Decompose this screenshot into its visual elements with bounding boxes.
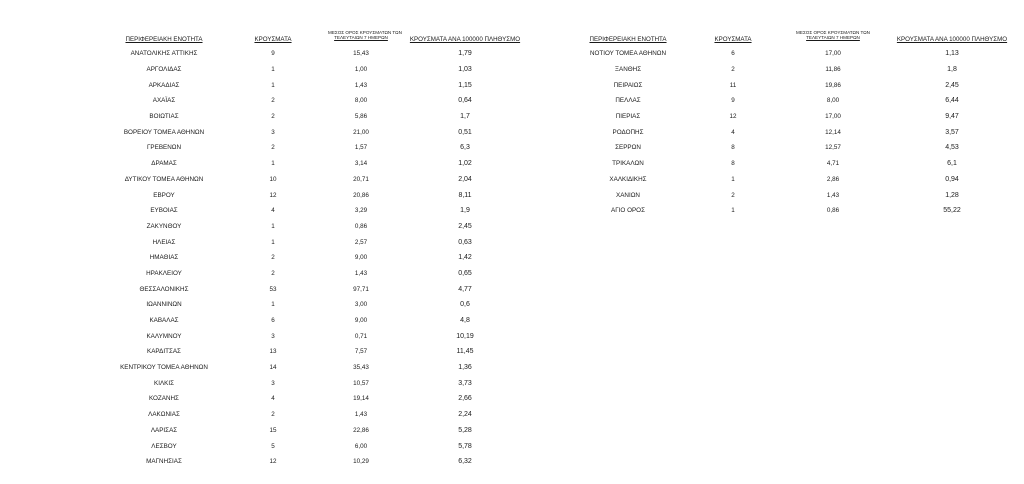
cell-region: ΛΑΚΩΝΙΑΣ — [148, 411, 180, 419]
cell-cases: 1 — [271, 160, 275, 168]
cell-avg-7days: 2,86 — [826, 175, 840, 183]
cell-region: ΧΑΝΙΩΝ — [616, 191, 640, 199]
cell-cases: 2 — [271, 254, 275, 262]
cell-per100k: 1,13 — [945, 50, 959, 58]
cell-per100k: 2,04 — [458, 175, 472, 183]
cell-per100k: 0,63 — [458, 238, 472, 246]
cell-region: ΗΡΑΚΛΕΙΟΥ — [146, 269, 182, 277]
cell-avg-7days: 8,00 — [354, 97, 368, 105]
cell-region: ΚΙΛΚΙΣ — [154, 379, 174, 387]
header-region: ΠΕΡΙΦΕΡΕΙΑΚΗ ΕΝΟΤΗΤΑ — [125, 36, 203, 43]
header-avg-line2: ΤΕΛΕΥΤΑΙΩΝ 7 ΗΜΕΡΩΝ — [334, 35, 388, 41]
cell-per100k: 0,64 — [458, 97, 472, 105]
cell-region: ΗΜΑΘΙΑΣ — [149, 254, 179, 262]
header-avg-line1: ΜΕΣΟΣ ΟΡΟΣ ΚΡΟΥΣΜΑΤΩΝ ΤΩΝ — [328, 29, 402, 35]
cell-cases: 2 — [271, 269, 275, 277]
cell-cases: 53 — [269, 285, 277, 293]
cell-cases: 10 — [269, 175, 277, 183]
cell-per100k: 6,44 — [945, 97, 959, 105]
cell-region: ΛΕΣΒΟΥ — [151, 442, 177, 450]
cell-per100k: 1,36 — [458, 364, 472, 372]
table-row — [110, 234, 536, 250]
cell-cases: 1 — [271, 81, 275, 89]
cell-cases: 3 — [271, 128, 275, 136]
cell-cases: 8 — [731, 160, 735, 168]
cell-avg-7days: 1,43 — [354, 269, 368, 277]
table-row — [110, 281, 536, 297]
table-row — [110, 454, 536, 470]
cell-region: ΠΙΕΡΙΑΣ — [615, 113, 641, 121]
table-row — [110, 344, 536, 360]
cell-cases: 2 — [731, 66, 735, 74]
header-avg-7days — [328, 29, 402, 41]
header-per100k: ΚΡΟΥΣΜΑΤΑ ΑΝΑ 100000 ΠΛΗΘΥΣΜΟ — [409, 36, 521, 43]
cell-avg-7days: 2,57 — [354, 238, 368, 246]
cell-avg-7days: 1,43 — [826, 191, 840, 199]
cell-region: ΤΡΙΚΑΛΩΝ — [612, 160, 644, 168]
table-row — [574, 62, 1022, 78]
cell-cases: 9 — [731, 97, 735, 105]
cell-avg-7days: 19,14 — [353, 395, 369, 403]
cell-per100k: 8,11 — [458, 191, 472, 199]
cell-region: ΡΟΔΟΠΗΣ — [612, 128, 644, 136]
cell-cases: 12 — [269, 191, 277, 199]
left-table-header — [110, 26, 536, 43]
cell-avg-7days: 0,86 — [826, 207, 840, 215]
table-row — [110, 156, 536, 172]
table-row — [110, 140, 536, 156]
cell-avg-7days: 21,00 — [353, 128, 369, 136]
cell-cases: 1 — [271, 222, 275, 230]
cell-avg-7days: 3,00 — [354, 301, 368, 309]
cell-avg-7days: 12,57 — [825, 144, 841, 152]
table-row — [110, 313, 536, 329]
cell-per100k: 2,24 — [458, 411, 472, 419]
table-row — [110, 423, 536, 439]
cell-cases: 1 — [731, 175, 735, 183]
cell-cases: 8 — [731, 144, 735, 152]
cell-avg-7days: 10,57 — [353, 379, 369, 387]
cell-per100k: 3,73 — [458, 379, 472, 387]
cell-per100k: 3,57 — [945, 128, 959, 136]
header-per100k: ΚΡΟΥΣΜΑΤΑ ΑΝΑ 100000 ΠΛΗΘΥΣΜΟ — [896, 36, 1008, 43]
cell-region: ΓΡΕΒΕΝΩΝ — [146, 144, 182, 152]
cell-avg-7days: 22,86 — [353, 426, 369, 434]
cell-cases: 2 — [271, 113, 275, 121]
cell-avg-7days: 15,43 — [353, 50, 369, 58]
cell-cases: 9 — [271, 50, 275, 58]
cell-region: ΕΥΒΟΙΑΣ — [150, 207, 178, 215]
cell-cases: 4 — [271, 207, 275, 215]
cell-cases: 13 — [269, 348, 277, 356]
cell-avg-7days: 97,71 — [353, 285, 369, 293]
cell-avg-7days: 6,00 — [354, 442, 368, 450]
cell-cases: 2 — [271, 144, 275, 152]
cell-region: ΔΡΑΜΑΣ — [151, 160, 177, 168]
cell-cases: 14 — [269, 364, 277, 372]
cell-region: ΧΑΛΚΙΔΙΚΗΣ — [609, 175, 647, 183]
header-region: ΠΕΡΙΦΕΡΕΙΑΚΗ ΕΝΟΤΗΤΑ — [589, 36, 667, 43]
cell-avg-7days: 12,14 — [825, 128, 841, 136]
cell-cases: 3 — [271, 379, 275, 387]
cell-avg-7days: 7,57 — [354, 348, 368, 356]
cell-avg-7days: 20,86 — [353, 191, 369, 199]
table-row — [110, 250, 536, 266]
table-row — [110, 438, 536, 454]
table-row — [110, 109, 536, 125]
cell-per100k: 6,3 — [460, 144, 470, 152]
table-row — [110, 187, 536, 203]
cell-region: ΙΩΑΝΝΙΝΩΝ — [146, 301, 182, 309]
cell-region: ΜΑΓΝΗΣΙΑΣ — [146, 458, 182, 466]
header-avg-line2: ΤΕΛΕΥΤΑΙΩΝ 7 ΗΜΕΡΩΝ — [806, 35, 860, 41]
cell-cases: 2 — [271, 97, 275, 105]
cell-region: ΞΑΝΘΗΣ — [614, 66, 642, 74]
cell-region: ΑΧΑΪΑΣ — [152, 97, 176, 105]
cell-region: ΠΕΙΡΑΙΩΣ — [613, 81, 643, 89]
cell-per100k: 55,22 — [943, 207, 961, 215]
cell-region: ΖΑΚΥΝΘΟΥ — [146, 222, 182, 230]
cell-cases: 4 — [731, 128, 735, 136]
cell-per100k: 0,51 — [458, 128, 472, 136]
cell-cases: 11 — [729, 81, 737, 89]
table-row — [110, 375, 536, 391]
cell-avg-7days: 10,29 — [353, 458, 369, 466]
cell-region: ΣΕΡΡΩΝ — [615, 144, 641, 152]
table-row — [574, 93, 1022, 109]
table-row — [574, 203, 1022, 219]
left-table-body — [110, 46, 536, 470]
cell-per100k: 5,28 — [458, 426, 472, 434]
cell-region: ΠΕΛΛΑΣ — [615, 97, 641, 105]
cell-cases: 12 — [269, 458, 277, 466]
cell-avg-7days: 8,00 — [826, 97, 840, 105]
header-avg-line1: ΜΕΣΟΣ ΟΡΟΣ ΚΡΟΥΣΜΑΤΩΝ ΤΩΝ — [796, 29, 870, 35]
table-row — [574, 140, 1022, 156]
cell-avg-7days: 5,86 — [354, 113, 368, 121]
header-cases: ΚΡΟΥΣΜΑΤΑ — [254, 36, 292, 43]
cell-cases: 15 — [269, 426, 277, 434]
cell-avg-7days: 4,71 — [826, 160, 840, 168]
cell-cases: 12 — [729, 113, 737, 121]
cell-per100k: 2,45 — [945, 81, 959, 89]
table-row — [110, 297, 536, 313]
cell-per100k: 0,94 — [945, 175, 959, 183]
cell-cases: 1 — [271, 238, 275, 246]
header-cases: ΚΡΟΥΣΜΑΤΑ — [714, 36, 752, 43]
cell-avg-7days: 1,43 — [354, 81, 368, 89]
cell-per100k: 11,45 — [456, 348, 474, 356]
table-row — [574, 124, 1022, 140]
cell-region: ΑΡΓΟΛΙΔΑΣ — [146, 66, 182, 74]
cell-cases: 1 — [731, 207, 735, 215]
cell-region: ΑΓΙΟ ΟΡΟΣ — [611, 207, 645, 215]
cell-cases: 3 — [271, 332, 275, 340]
cell-cases: 2 — [271, 411, 275, 419]
left-cases-table — [110, 26, 536, 470]
table-row — [110, 46, 536, 62]
cell-cases: 4 — [271, 395, 275, 403]
table-row — [110, 328, 536, 344]
table-row — [574, 172, 1022, 188]
cell-per100k: 10,19 — [456, 332, 474, 340]
cell-per100k: 1,02 — [458, 160, 472, 168]
cell-avg-7days: 9,00 — [354, 254, 368, 262]
table-row — [110, 203, 536, 219]
cell-avg-7days: 1,43 — [354, 411, 368, 419]
cell-region: ΑΝΑΤΟΛΙΚΗΣ ΑΤΤΙΚΗΣ — [130, 50, 198, 58]
table-row — [574, 109, 1022, 125]
table-row — [110, 77, 536, 93]
cell-region: ΗΛΕΙΑΣ — [152, 238, 176, 246]
table-row — [574, 77, 1022, 93]
cell-region: ΝΟΤΙΟΥ ΤΟΜΕΑ ΑΘΗΝΩΝ — [589, 50, 667, 58]
cell-region: ΛΑΡΙΣΑΣ — [150, 426, 178, 434]
cell-cases: 6 — [731, 50, 735, 58]
table-row — [110, 360, 536, 376]
table-row — [110, 266, 536, 282]
cell-per100k: 6,1 — [947, 160, 957, 168]
cell-region: ΑΡΚΑΔΙΑΣ — [148, 81, 180, 89]
cell-region: ΒΟΙΩΤΙΑΣ — [149, 113, 179, 121]
cell-avg-7days: 9,00 — [354, 317, 368, 325]
cell-per100k: 4,8 — [460, 317, 470, 325]
cell-cases: 2 — [731, 191, 735, 199]
cell-region: ΚΑΡΔΙΤΣΑΣ — [147, 348, 181, 356]
cell-region: ΒΟΡΕΙΟΥ ΤΟΜΕΑ ΑΘΗΝΩΝ — [123, 128, 205, 136]
table-row — [110, 124, 536, 140]
cell-avg-7days: 3,29 — [354, 207, 368, 215]
cell-cases: 6 — [271, 317, 275, 325]
cell-region: ΘΕΣΣΑΛΟΝΙΚΗΣ — [139, 285, 189, 293]
cell-per100k: 1,28 — [945, 191, 959, 199]
table-row — [110, 93, 536, 109]
cell-region: ΚΑΛΥΜΝΟΥ — [146, 332, 182, 340]
right-cases-table — [574, 26, 1022, 219]
cell-per100k: 2,66 — [458, 395, 472, 403]
cell-per100k: 1,15 — [458, 81, 472, 89]
cell-per100k: 5,78 — [458, 442, 472, 450]
cell-per100k: 1,42 — [458, 254, 472, 262]
cell-avg-7days: 0,71 — [354, 332, 368, 340]
cell-avg-7days: 20,71 — [353, 175, 369, 183]
cell-per100k: 4,77 — [458, 285, 472, 293]
cell-per100k: 1,03 — [458, 66, 472, 74]
cell-avg-7days: 17,00 — [825, 113, 841, 121]
right-table-body — [574, 46, 1022, 219]
cell-per100k: 2,45 — [458, 222, 472, 230]
cell-per100k: 9,47 — [945, 113, 959, 121]
cell-avg-7days: 19,86 — [825, 81, 841, 89]
cell-avg-7days: 17,00 — [825, 50, 841, 58]
cell-avg-7days: 3,14 — [354, 160, 368, 168]
table-row — [110, 407, 536, 423]
table-row — [110, 391, 536, 407]
cell-per100k: 1,79 — [458, 50, 472, 58]
cell-cases: 1 — [271, 301, 275, 309]
right-table-header — [574, 26, 1022, 43]
cell-per100k: 1,9 — [460, 207, 470, 215]
cell-region: ΚΟΖΑΝΗΣ — [149, 395, 179, 403]
cell-per100k: 1,8 — [947, 66, 957, 74]
cell-region: ΕΒΡΟΥ — [153, 191, 175, 199]
cell-per100k: 4,53 — [945, 144, 959, 152]
table-row — [574, 187, 1022, 203]
table-row — [110, 172, 536, 188]
cell-per100k: 0,65 — [458, 269, 472, 277]
cell-avg-7days: 1,00 — [354, 66, 368, 74]
table-row — [110, 219, 536, 235]
table-row — [110, 62, 536, 78]
cell-avg-7days: 1,57 — [354, 144, 368, 152]
header-avg-7days — [784, 30, 882, 41]
table-row — [574, 46, 1022, 62]
cell-per100k: 0,6 — [460, 301, 470, 309]
cell-region: ΚΑΒΑΛΑΣ — [149, 317, 179, 325]
cell-cases: 5 — [271, 442, 275, 450]
cell-per100k: 6,32 — [458, 458, 472, 466]
cell-region: ΚΕΝΤΡΙΚΟΥ ΤΟΜΕΑ ΑΘΗΝΩΝ — [120, 364, 208, 372]
table-row — [574, 156, 1022, 172]
cell-avg-7days: 35,43 — [353, 364, 369, 372]
cell-avg-7days: 0,86 — [354, 222, 368, 230]
cell-avg-7days: 11,86 — [825, 66, 841, 74]
cell-region: ΔΥΤΙΚΟΥ ΤΟΜΕΑ ΑΘΗΝΩΝ — [124, 175, 204, 183]
cell-per100k: 1,7 — [460, 113, 470, 121]
cell-cases: 1 — [271, 66, 275, 74]
